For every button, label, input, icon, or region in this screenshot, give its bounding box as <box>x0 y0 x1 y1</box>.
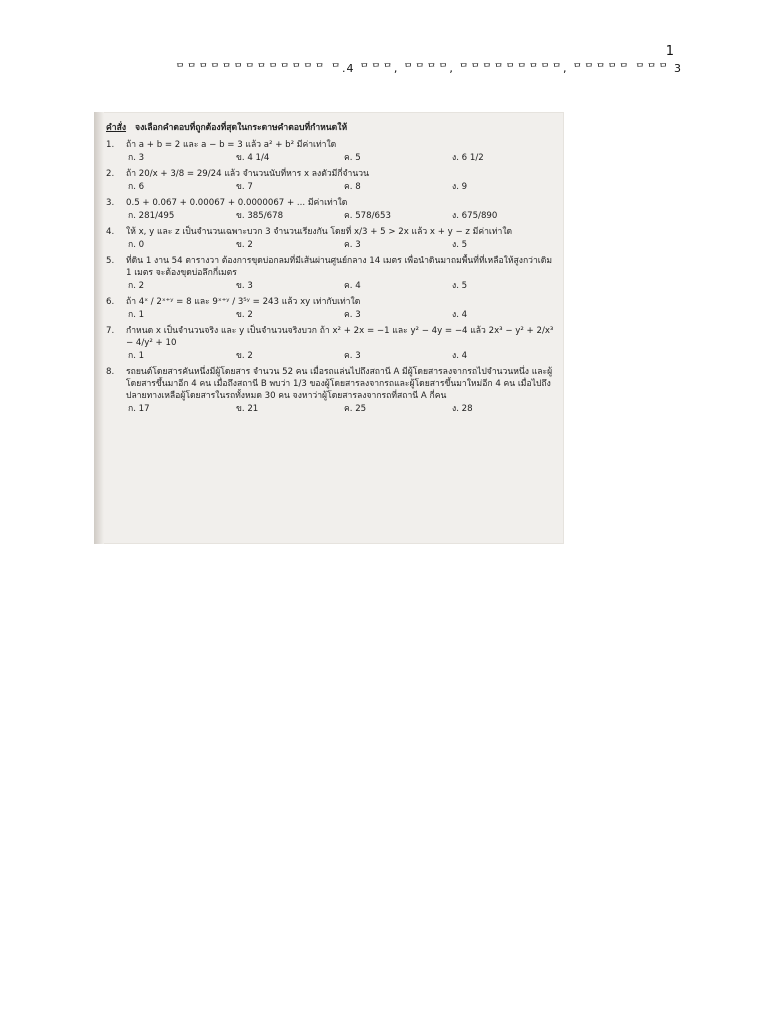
choice-c: ค. 25 <box>344 404 367 414</box>
choice-d: ง. 4 <box>452 310 468 320</box>
choice-c: ค. 578/653 <box>344 211 391 221</box>
document-header: ᄆᄆᄆᄆᄆᄆᄆᄆᄆᄆᄆᄆᄆ ᄆ.4 ᄆᄆᄆ, ᄆᄆᄆᄆ, ᄆᄆᄆᄆᄆᄆᄆᄆᄆ, ᄆᄆᄆᄆᄆ ᄆᄆᄆ 3 <box>174 62 682 75</box>
question-text: ถ้า a + b = 2 และ a − b = 3 แล้ว a² + b² มีค่าเท่าใด <box>126 140 337 150</box>
question-number: 2. <box>106 169 115 179</box>
choice-b: ข. 4 1/4 <box>236 153 270 163</box>
question-text: ถ้า 4ˣ / 2ˣ⁺ʸ = 8 และ 9ˣ⁺ʸ / 3⁵ʸ = 243 แล้ว xy เท่ากับเท่าใด <box>126 297 361 307</box>
question-number: 8. <box>106 367 115 377</box>
choice-b: ข. 2 <box>236 240 253 250</box>
question-number: 7. <box>106 326 115 336</box>
scanned-exam-image <box>94 112 564 544</box>
question-text: 0.5 + 0.067 + 0.00067 + 0.0000067 + ... มีค่าเท่าใด <box>126 198 348 208</box>
choice-d: ง. 6 1/2 <box>452 153 484 163</box>
choice-b: ข. 385/678 <box>236 211 284 221</box>
choice-c: ค. 4 <box>344 281 361 291</box>
choice-a: ก. 1 <box>128 351 145 361</box>
page-number: 1 <box>665 44 674 59</box>
choice-a: ก. 0 <box>128 240 145 250</box>
instruction-text: จงเลือกคำตอบที่ถูกต้องที่สุดในกระดาษคำตอบที่กำหนดให้ <box>135 123 348 133</box>
question-number: 3. <box>106 198 115 208</box>
choice-b: ข. 3 <box>236 281 253 291</box>
question-text: ที่ดิน 1 งาน 54 ตารางวา ต้องการขุดบ่อกลมที่มีเส้นผ่านศูนย์กลาง 14 เมตร เพื่อนำดินมาถมพื้นที่ที่เหลือให้สูงกว่าเดิม 1 เมตร จะต้องขุดบ่อลึกกี่เมตร <box>126 256 552 278</box>
instruction-line <box>106 122 554 134</box>
choice-d: ง. 675/890 <box>452 211 498 221</box>
question-2 <box>106 168 554 193</box>
choice-b: ข. 21 <box>236 404 259 414</box>
question-text: รถยนต์โดยสารคันหนึ่งมีผู้โดยสาร จำนวน 52 คน เมื่อรถแล่นไปถึงสถานี A มีผู้โดยสารลงจากรถไปจำนวนหนึ่ง และผู้โดยสารขึ้นมาอีก 4 คน เมื่อถึงสถานี B พบว่า 1/3 ของผู้โดยสารลงจากรถและผู้โดยสารขึ้นมาใหม่อีก 4 คน เมื่อไปถึงปลายทางเหลือผู้โดยสารในรถทั้งหมด 30 คน จงหาว่าผู้โดยสารลงจากรถที่สถานี A กี่คน <box>126 367 553 401</box>
question-1 <box>106 139 554 164</box>
choice-c: ค. 5 <box>344 153 361 163</box>
question-4 <box>106 226 554 251</box>
choice-b: ข. 7 <box>236 182 253 192</box>
question-3 <box>106 197 554 222</box>
choice-d: ง. 4 <box>452 351 468 361</box>
choice-b: ข. 2 <box>236 351 253 361</box>
question-7 <box>106 325 554 362</box>
scan-shadow-edge <box>94 112 104 544</box>
question-number: 5. <box>106 256 115 266</box>
question-number: 6. <box>106 297 115 307</box>
choice-b: ข. 2 <box>236 310 253 320</box>
question-text: ถ้า 20/x + 3/8 = 29/24 แล้ว จำนวนนับที่หาร x ลงตัวมีกี่จำนวน <box>126 169 369 179</box>
choice-a: ก. 2 <box>128 281 145 291</box>
choice-a: ก. 1 <box>128 310 145 320</box>
question-6 <box>106 296 554 321</box>
choice-a: ก. 3 <box>128 153 145 163</box>
choice-c: ค. 3 <box>344 240 361 250</box>
choice-d: ง. 5 <box>452 240 468 250</box>
instruction-label: คำสั่ง <box>106 123 127 133</box>
question-text: กำหนด x เป็นจำนวนจริง และ y เป็นจำนวนจริงบวก ถ้า x² + 2x = −1 และ y² − 4y = −4 แล้ว 2x³ − y² + 2/x³ − 4/y² + 10 <box>126 326 554 348</box>
choice-d: ง. 9 <box>452 182 468 192</box>
question-8 <box>106 366 554 415</box>
exam-content <box>106 122 554 536</box>
choice-d: ง. 5 <box>452 281 468 291</box>
choice-d: ง. 28 <box>452 404 473 414</box>
question-text: ให้ x, y และ z เป็นจำนวนเฉพาะบวก 3 จำนวนเรียงกัน โดยที่ x/3 + 5 > 2x แล้ว x + y − z มีค่าเท่าใด <box>126 227 513 237</box>
choice-c: ค. 3 <box>344 351 361 361</box>
question-number: 4. <box>106 227 115 237</box>
choice-c: ค. 8 <box>344 182 361 192</box>
choice-a: ก. 17 <box>128 404 150 414</box>
choice-a: ก. 281/495 <box>128 211 175 221</box>
choice-c: ค. 3 <box>344 310 361 320</box>
choice-a: ก. 6 <box>128 182 145 192</box>
question-5 <box>106 255 554 292</box>
question-number: 1. <box>106 140 115 150</box>
